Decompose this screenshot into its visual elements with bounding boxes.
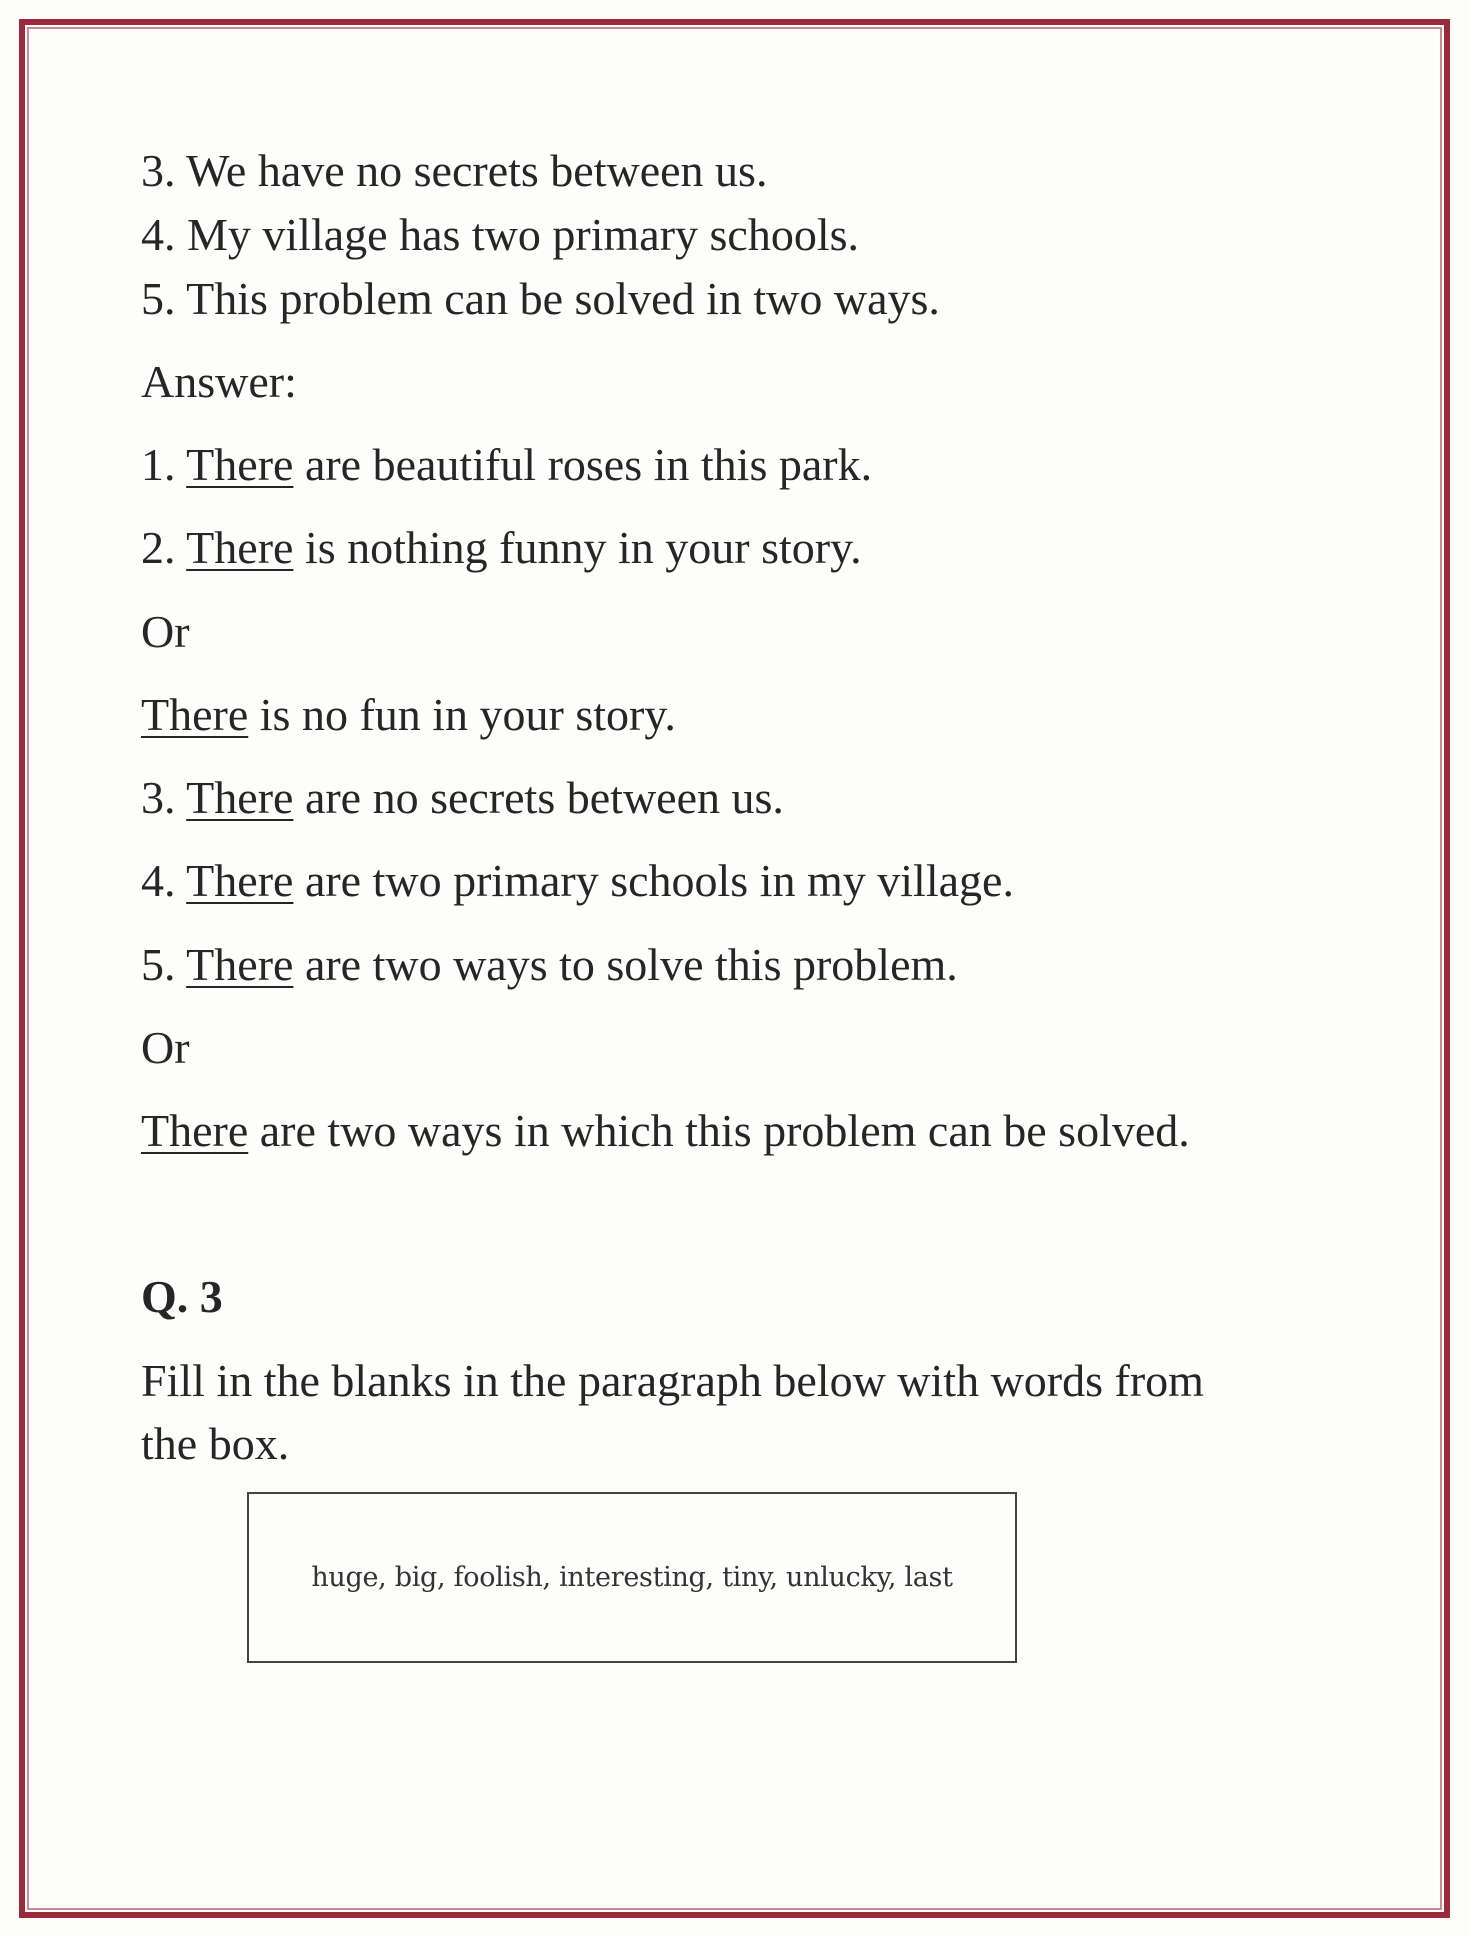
answer-4	[141, 855, 1014, 907]
q3-instruction-line2: the box.	[141, 1418, 290, 1469]
answer-text: are beautiful roses in this park.	[293, 439, 873, 490]
answer-number: 1.	[141, 439, 187, 490]
answer-1	[141, 439, 872, 491]
question-3: 3. We have no secrets between us.	[141, 145, 768, 196]
answer-3	[141, 772, 784, 824]
answer-text: are no secrets between us.	[293, 772, 784, 823]
question-5: 5. This problem can be solved in two ways.	[141, 273, 940, 324]
question-4: 4. My village has two primary schools.	[141, 209, 860, 260]
answer-keyword: There	[186, 939, 294, 990]
answer-2	[141, 522, 862, 574]
or-label: Or	[141, 606, 190, 657]
answer-2-alt	[141, 689, 676, 741]
answer-keyword: There	[186, 522, 294, 573]
answer-number: 2.	[141, 522, 187, 573]
word-box-text: huge, big, foolish, interesting, tiny, unlucky, last	[311, 1562, 953, 1593]
answer-text: are two ways to solve this problem.	[293, 939, 958, 990]
answer-text: is no fun in your story.	[248, 689, 676, 740]
answer-number: 5.	[141, 939, 187, 990]
answer-number: 4.	[141, 855, 187, 906]
answer-keyword: There	[141, 689, 249, 740]
answer-text: is nothing funny in your story.	[293, 522, 862, 573]
question-3-title: Q. 3	[141, 1271, 223, 1322]
answer-number: 3.	[141, 772, 187, 823]
answer-keyword: There	[186, 439, 294, 490]
or-label: Or	[141, 1022, 190, 1073]
answer-label: Answer:	[141, 356, 297, 407]
answer-keyword: There	[186, 855, 294, 906]
answer-text: are two ways in which this problem can be solved.	[248, 1105, 1190, 1156]
answer-keyword: There	[186, 772, 294, 823]
answer-text: are two primary schools in my village.	[293, 855, 1014, 906]
answer-keyword: There	[141, 1105, 249, 1156]
answer-5-alt	[141, 1105, 1190, 1157]
answer-or	[141, 606, 190, 658]
answer-5	[141, 939, 958, 991]
q3-instruction-line1: Fill in the blanks in the paragraph below with words from	[141, 1355, 1204, 1406]
answer-or-2	[141, 1022, 190, 1074]
word-box	[247, 1492, 1017, 1663]
